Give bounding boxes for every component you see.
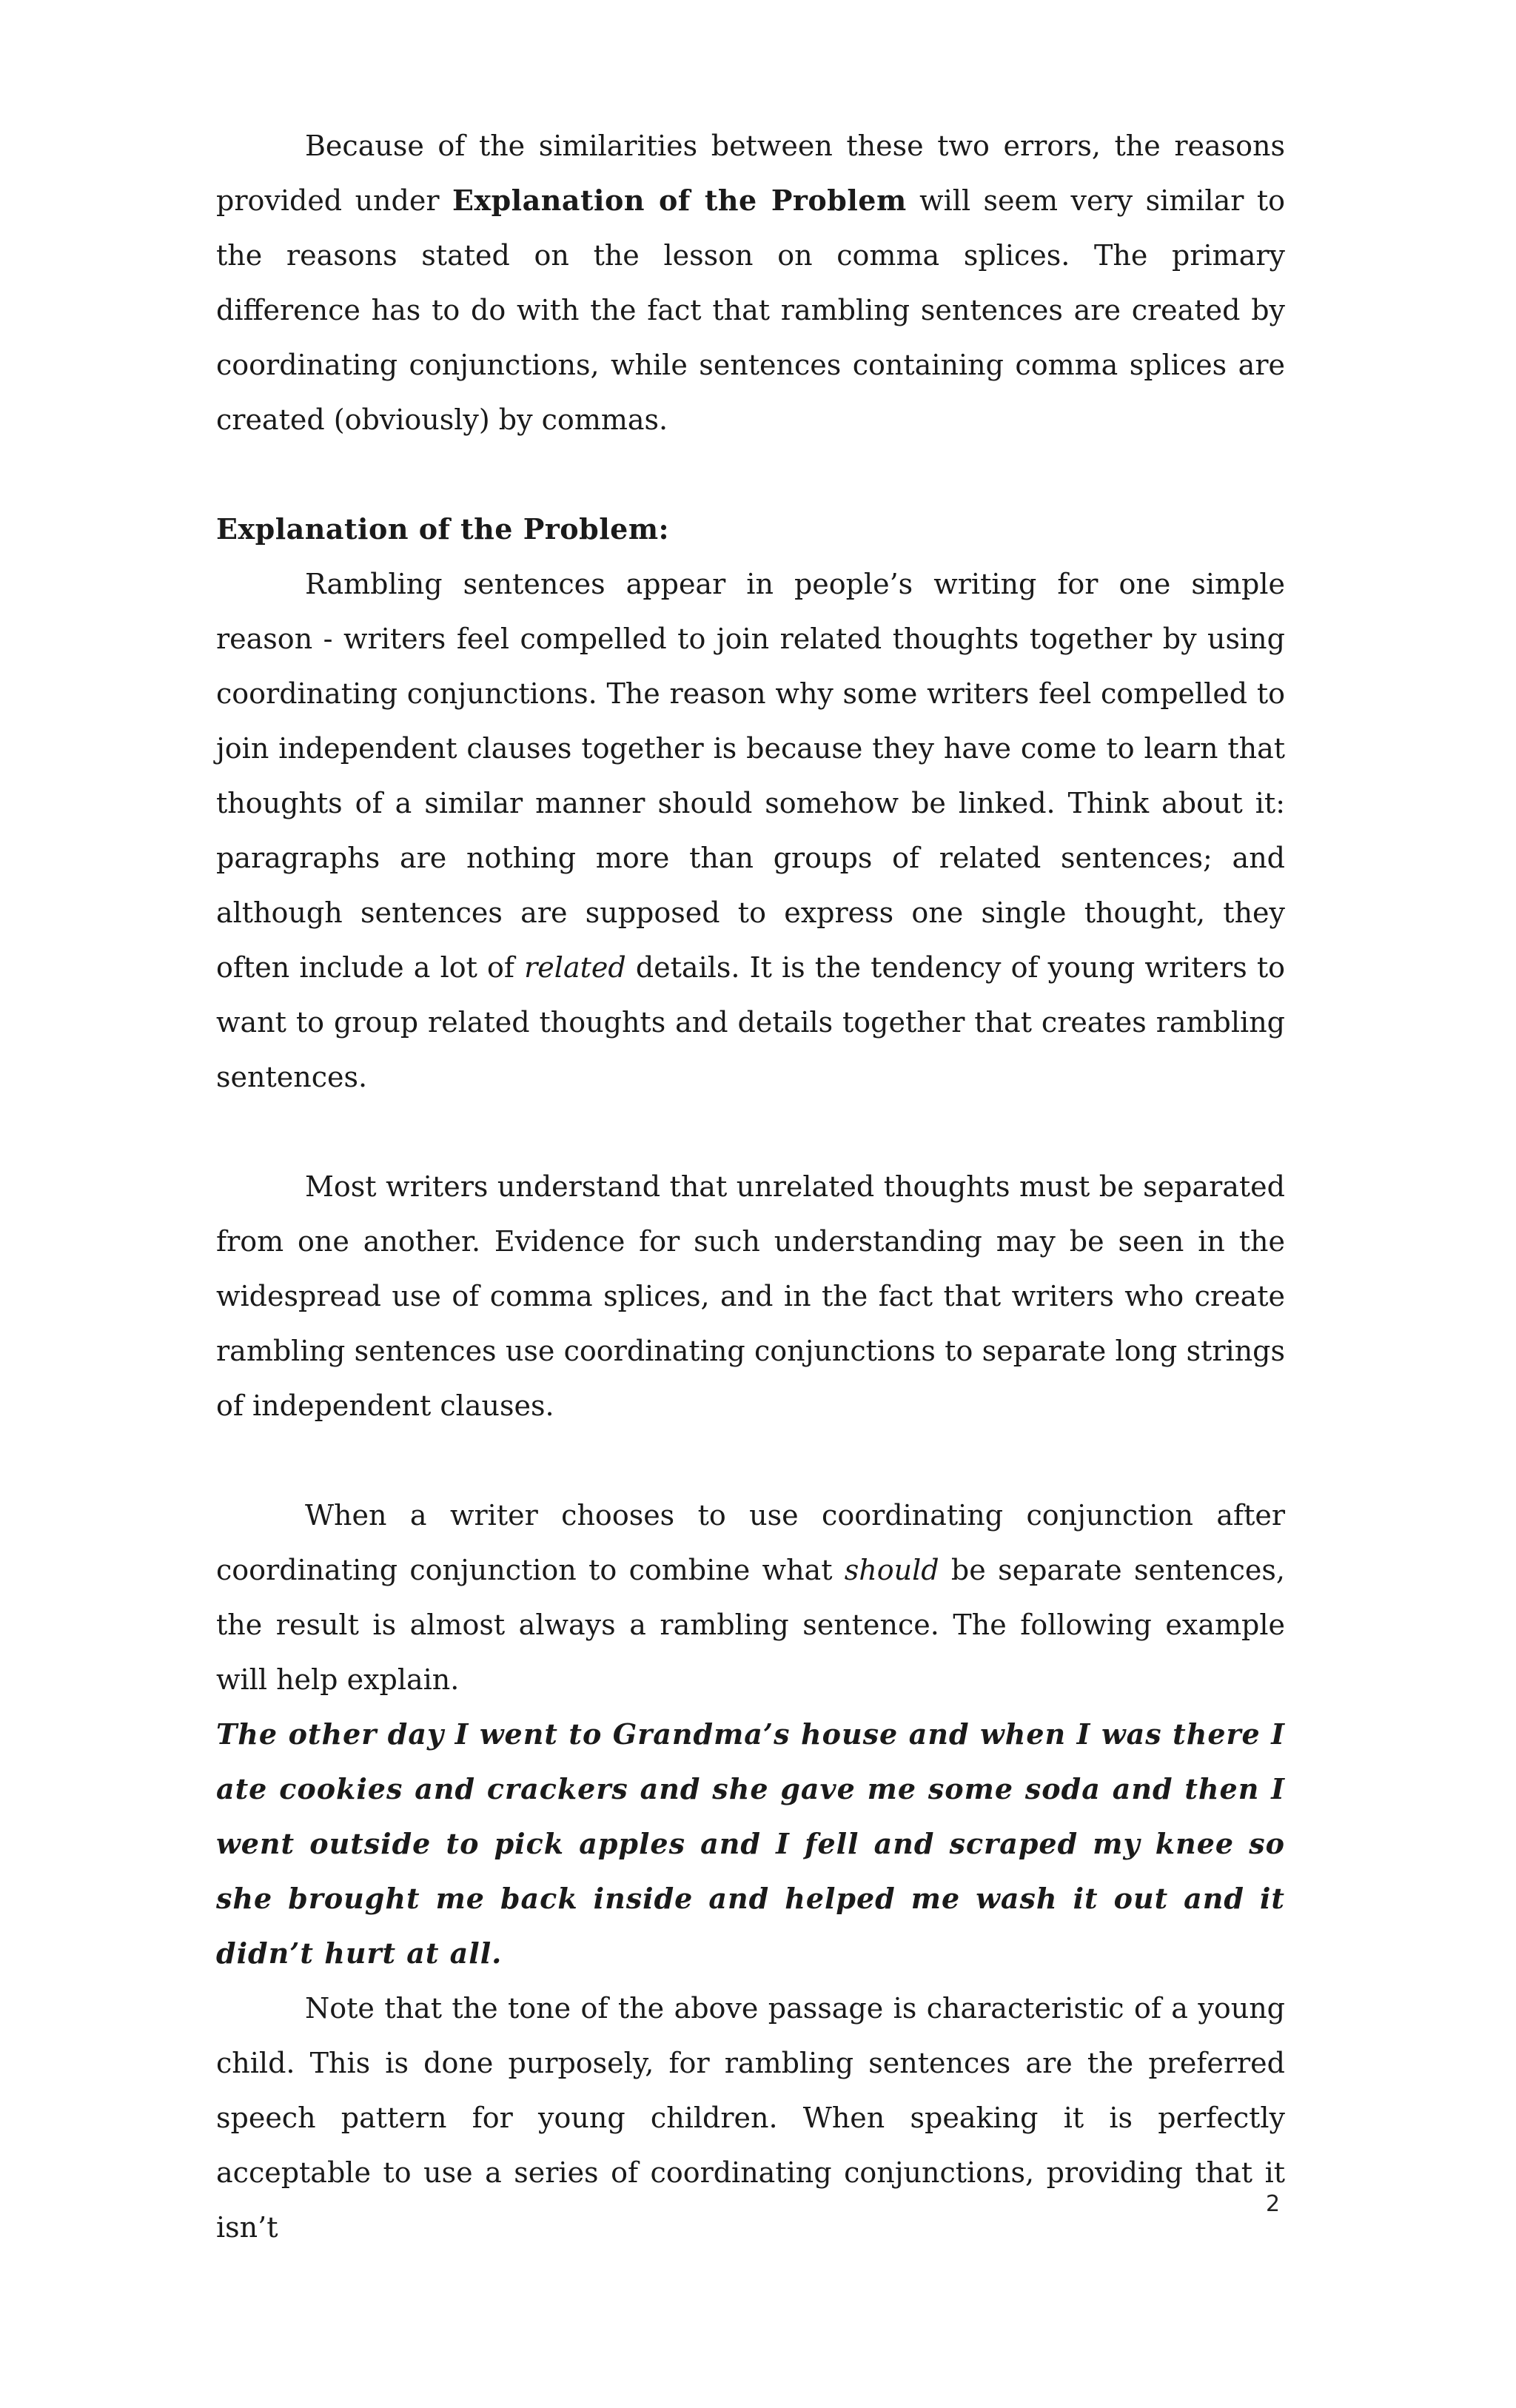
paragraph-coordinating-text-end: be separate sentences, the result is almost always a rambling sentence. The following example will help explain. <box>216 1554 1285 1696</box>
italic-word-should: should <box>844 1554 939 1586</box>
section-heading: Explanation of the Problem: <box>216 512 670 546</box>
rambling-sentence-example: The other day I went to Grandma’s house and when I was there I ate cookies and crackers and she gave me some soda and then I went outside to pick apples and I fell and scraped my knee so she brought me back inside and helped me wash it out and it didn’t hurt at all. <box>216 1717 1285 1970</box>
paragraph-intro-text-start: Because of the similarities between these two errors, the reasons provided under <box>216 130 1285 217</box>
paragraph-intro-text-end: will seem very similar to the reasons stated on the lesson on comma splices. The primary difference has to do with the fact that rambling sentences are created by coordinating conjunctions, while sentences containing comma splices are created (obviously) by commas. <box>216 184 1285 436</box>
paragraph-coordinating <box>216 1488 1285 1707</box>
paragraph-explanation-text-end: details. It is the tendency of young writers to want to group related thoughts and details together that creates rambling sentences. <box>216 951 1285 1093</box>
page-number: 2 <box>1266 2191 1281 2217</box>
paragraph-coordinating-text-start: When a writer chooses to use coordinating conjunction after coordinating conjunction to combine what <box>216 1499 1285 1586</box>
paragraph-spacer <box>216 1433 1285 1488</box>
italic-word-related: related <box>524 951 626 984</box>
paragraph-unrelated-thoughts: Most writers understand that unrelated thoughts must be separated from one another. Evidence for such understanding may be seen in the widespread use of comma splices, and in the fact that writers who create rambling sentences use coordinating conjunctions to separate long strings of independent clauses. <box>216 1170 1285 1422</box>
bold-reference-phrase: Explanation of the Problem <box>452 184 907 217</box>
paragraph-explanation <box>216 557 1285 1104</box>
paragraph-intro <box>216 118 1285 447</box>
paragraph-tone-note: Note that the tone of the above passage is characteristic of a young child. This is done purposely, for rambling sentences are the preferred speech pattern for young children. When speaking it is perfectly acceptable to use a series of coordinating conjunctions, providing that it isn’t <box>216 1992 1285 2244</box>
paragraph-spacer <box>216 1104 1285 1159</box>
document-page <box>216 118 1285 2255</box>
paragraph-spacer <box>216 447 1285 502</box>
paragraph-explanation-text-start: Rambling sentences appear in people’s writing for one simple reason - writers feel compelled to join related thoughts together by using coordinating conjunctions. The reason why some writers feel compelled to join independent clauses together is because they have come to learn that thoughts of a similar manner should somehow be linked. Think about it: paragraphs are nothing more than groups of related sentences; and although sentences are supposed to express one single thought, they often include a lot of <box>216 568 1285 984</box>
